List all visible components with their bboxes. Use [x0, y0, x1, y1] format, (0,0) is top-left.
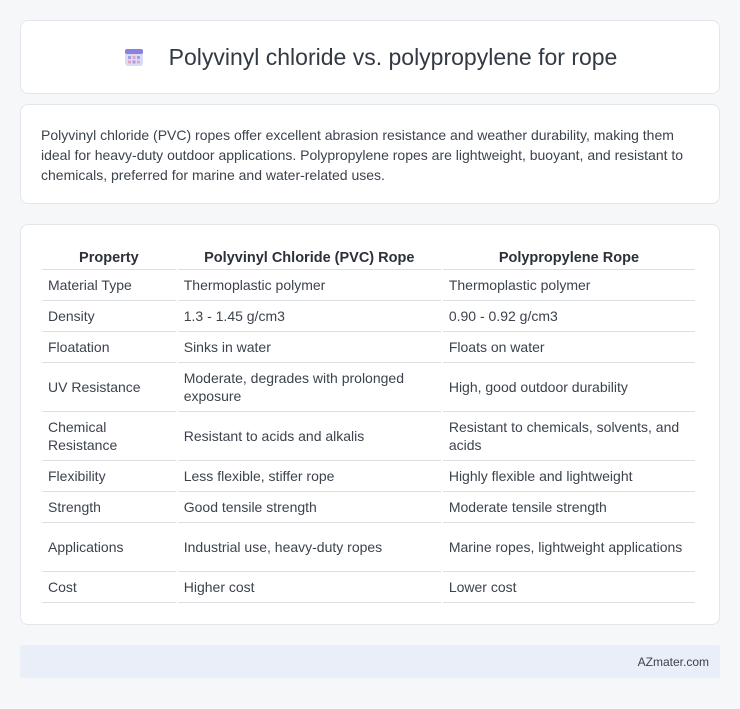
- table-cell: 1.3 - 1.45 g/cm3: [178, 301, 441, 332]
- table-cell: Lower cost: [443, 572, 695, 603]
- table-cell: Cost: [42, 572, 176, 603]
- table-row: [42, 412, 695, 461]
- calendar-icon: [123, 46, 145, 68]
- page-title: Polyvinyl chloride vs. polypropylene for rope: [168, 43, 618, 70]
- column-header-pvc: Polyvinyl Chloride (PVC) Rope: [178, 245, 441, 270]
- table-cell: Less flexible, stiffer rope: [178, 461, 441, 492]
- table-cell: Resistant to chemicals, solvents, and acids: [443, 412, 695, 461]
- table-row: [42, 332, 695, 363]
- table-cell: Higher cost: [178, 572, 441, 603]
- intro-paragraph: Polyvinyl chloride (PVC) ropes offer excellent abrasion resistance and weather durability, making them ideal for heavy-duty outdoor applications. Polypropylene ropes are lightweight, buoyant, and resistant to chemicals, preferred for marine and water-related uses.: [41, 127, 684, 183]
- table-cell: Floats on water: [443, 332, 695, 363]
- table-cell: Thermoplastic polymer: [443, 270, 695, 301]
- table-row: [42, 363, 695, 412]
- footer-brand: AZmater.com: [637, 654, 709, 669]
- table-cell: Strength: [42, 492, 176, 523]
- table-cell: High, good outdoor durability: [443, 363, 695, 412]
- table-header-row: [42, 245, 695, 270]
- comparison-table: [40, 245, 697, 603]
- table-row: [42, 270, 695, 301]
- intro-card: [20, 104, 720, 204]
- comparison-card: [20, 224, 720, 625]
- table-cell: Flexibility: [42, 461, 176, 492]
- table-row: [42, 461, 695, 492]
- column-header-property: Property: [42, 245, 176, 270]
- title-card: [20, 20, 720, 94]
- table-row: [42, 523, 695, 572]
- table-cell: Applications: [42, 523, 176, 572]
- table-row: [42, 301, 695, 332]
- footer-bar: [20, 645, 720, 678]
- table-cell: 0.90 - 0.92 g/cm3: [443, 301, 695, 332]
- table-cell: UV Resistance: [42, 363, 176, 412]
- table-cell: Thermoplastic polymer: [178, 270, 441, 301]
- table-cell: Density: [42, 301, 176, 332]
- table-cell: Sinks in water: [178, 332, 441, 363]
- table-cell: Resistant to acids and alkalis: [178, 412, 441, 461]
- table-row: [42, 492, 695, 523]
- table-cell: Floatation: [42, 332, 176, 363]
- table-cell: Highly flexible and lightweight: [443, 461, 695, 492]
- table-cell: Chemical Resistance: [42, 412, 176, 461]
- table-cell: Moderate, degrades with prolonged exposure: [178, 363, 441, 412]
- table-cell: Moderate tensile strength: [443, 492, 695, 523]
- table-row: [42, 572, 695, 603]
- table-cell: Industrial use, heavy-duty ropes: [178, 523, 441, 572]
- table-cell: Good tensile strength: [178, 492, 441, 523]
- table-cell: Material Type: [42, 270, 176, 301]
- table-cell: Marine ropes, lightweight applications: [443, 523, 695, 572]
- column-header-polypropylene: Polypropylene Rope: [443, 245, 695, 270]
